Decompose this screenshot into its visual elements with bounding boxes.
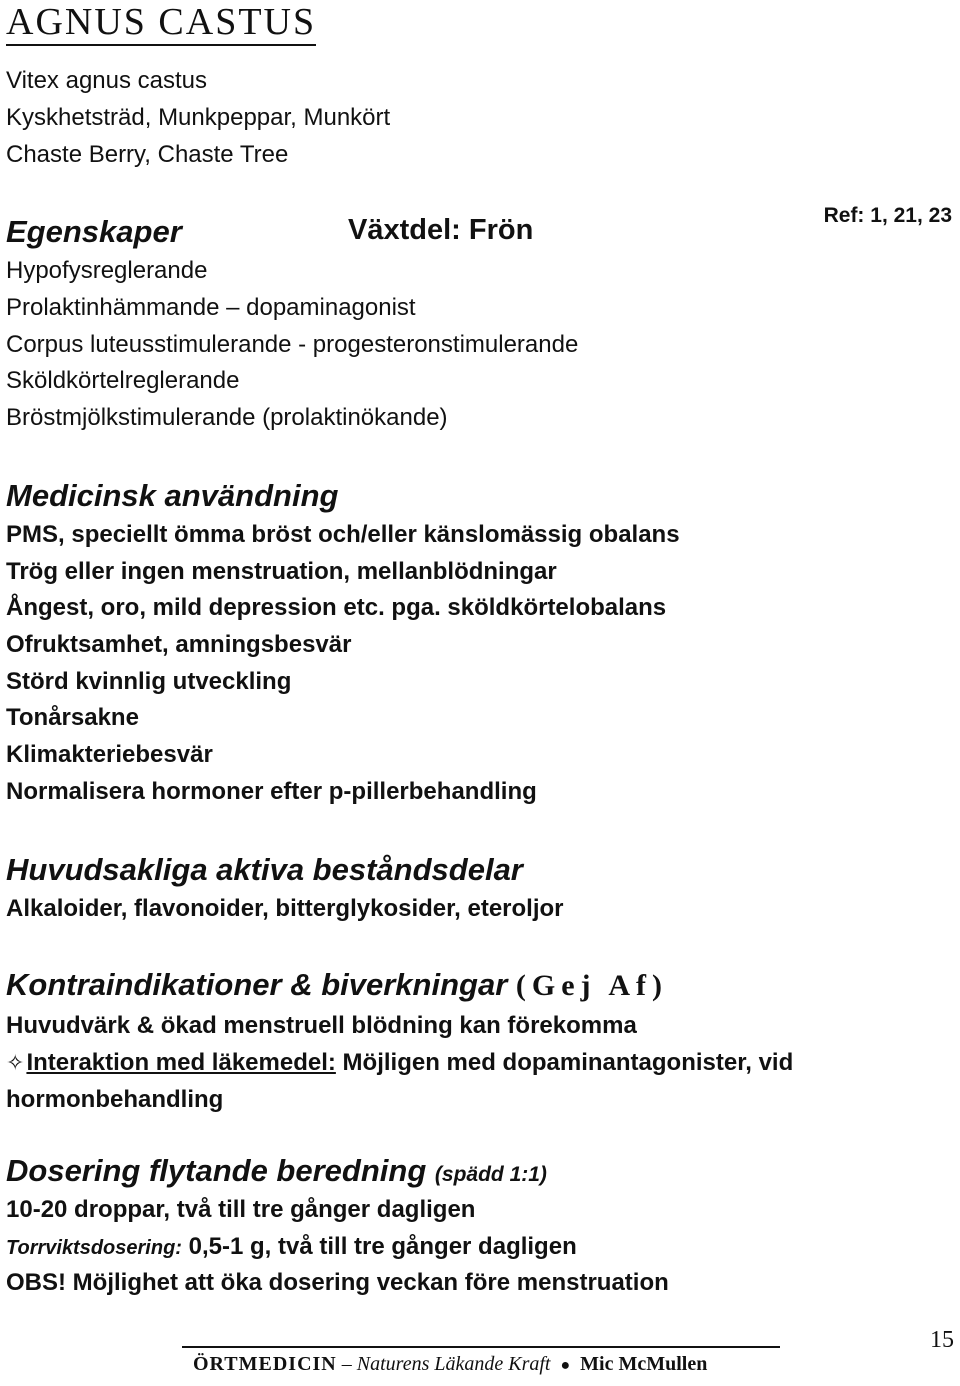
english-names: Chaste Berry, Chaste Tree xyxy=(6,141,289,168)
contraindications-heading-line xyxy=(6,967,668,1004)
medical-use-item: PMS, speciellt ömma bröst och/eller känslomässig obalans xyxy=(6,521,680,548)
property-item: Prolaktinhämmande – dopaminagonist xyxy=(6,294,416,321)
latin-name: Vitex agnus castus xyxy=(6,67,208,94)
dosage-heading-line xyxy=(6,1153,547,1193)
footer-tagline: Naturens Läkande Kraft xyxy=(356,1353,551,1375)
medical-use-item: Ofruktsamhet, amningsbesvär xyxy=(6,631,352,658)
footer-bullet: ● xyxy=(560,1357,571,1374)
page-number: 15 xyxy=(930,1327,954,1353)
dry-dosage-label: Torrviktsdosering: xyxy=(6,1237,182,1259)
swedish-names: Kyskhetsträd, Munkpeppar, Munkört xyxy=(6,104,391,131)
footer-org: ÖRTMEDICIN xyxy=(193,1353,337,1375)
footer-divider xyxy=(182,1346,780,1348)
dry-dosage-line xyxy=(6,1232,577,1263)
property-item: Corpus luteusstimulerande - progesteronstimulerande xyxy=(6,331,579,358)
constituents-text: Alkaloider, flavonoider, bitterglykosider, eteroljor xyxy=(6,895,564,922)
medical-use-heading: Medicinsk användning xyxy=(6,478,339,513)
plant-part: Växtdel: Frön xyxy=(348,214,534,246)
medical-use-item: Störd kvinnlig utveckling xyxy=(6,668,292,695)
interaction-text-continued: hormonbehandling xyxy=(6,1086,224,1113)
medical-use-item: Klimakteriebesvär xyxy=(6,741,213,768)
interaction-text: Möjligen med dopaminantagonister, vid xyxy=(335,1049,794,1076)
constituents-heading: Huvudsakliga aktiva beståndsdelar xyxy=(6,852,523,887)
properties-heading: Egenskaper xyxy=(6,214,182,249)
contraindications-heading: Kontraindikationer & biverkningar xyxy=(6,967,508,1002)
property-item: Sköldkörtelreglerande xyxy=(6,367,240,394)
dosage-line: 10-20 droppar, två till tre gånger dagligen xyxy=(6,1196,476,1223)
star-outline-icon: ✧ xyxy=(6,1050,25,1075)
reference: Ref: 1, 21, 23 xyxy=(823,204,952,227)
medical-use-item: Normalisera hormoner efter p-pillerbehandling xyxy=(6,778,537,805)
property-item: Hypofysreglerande xyxy=(6,257,208,284)
hazard-symbols: (Gej Af) xyxy=(515,969,669,1002)
obs-line: OBS! Möjlighet att öka dosering veckan före menstruation xyxy=(6,1269,669,1296)
footer-author: Mic McMullen xyxy=(580,1353,708,1375)
dosage-heading: Dosering flytande beredning xyxy=(6,1153,427,1188)
dry-dosage-text: 0,5-1 g, två till tre gånger dagligen xyxy=(181,1233,577,1260)
medical-use-item: Tonårsakne xyxy=(6,704,139,731)
footer-dash: – xyxy=(336,1353,357,1375)
medical-use-item: Trög eller ingen menstruation, mellanblödningar xyxy=(6,558,557,585)
dosage-dilution: (spädd 1:1) xyxy=(434,1163,547,1186)
page-title: AGNUS CASTUS xyxy=(6,0,316,46)
medical-use-item: Ångest, oro, mild depression etc. pga. sköldkörtelobalans xyxy=(6,594,667,621)
contraindication-line: Huvudvärk & ökad menstruell blödning kan förekomma xyxy=(6,1012,637,1039)
footer xyxy=(193,1353,707,1376)
interaction-line xyxy=(6,1048,793,1078)
interaction-label: Interaktion med läkemedel: xyxy=(26,1049,336,1076)
property-item: Bröstmjölkstimulerande (prolaktinökande) xyxy=(6,404,448,431)
